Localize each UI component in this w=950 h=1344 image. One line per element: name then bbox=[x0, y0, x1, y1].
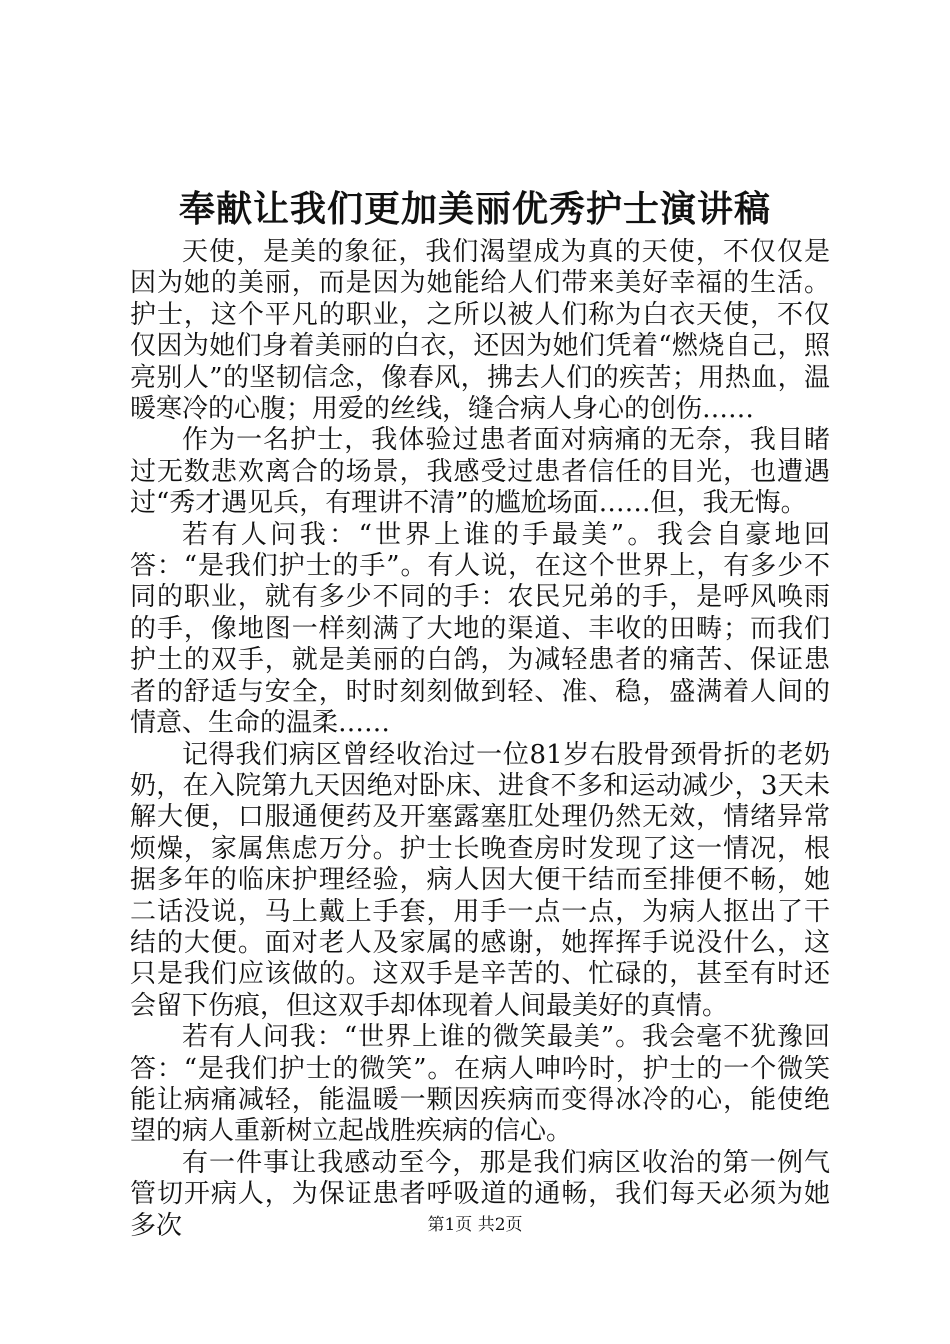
paragraph: 若有人问我：“世界上谁的微笑最美”。我会毫不犹豫回答：“是我们护士的微笑”。在病人呻吟时，护士的一个微笑能让病痛减轻，能温暖一颗因疾病而变得冰冷的心，能使绝望的病人重新树立起战胜疾病的信心。 bbox=[130, 1022, 830, 1147]
page-footer: 第1页 共2页 bbox=[427, 1215, 523, 1235]
paragraph: 天使，是美的象征，我们渴望成为真的天使，不仅仅是因为她的美丽，而是因为她能给人们带来美好幸福的生活。护士，这个平凡的职业，之所以被人们称为白衣天使，不仅仅因为她们身着美丽的白衣，还因为她们凭着“燃烧自己，照亮别人”的坚韧信念，像春风，拂去人们的疾苦；用热血，温暖寒冷的心腹；用爱的丝线，缝合病人身心的创伤…… bbox=[130, 237, 830, 425]
paragraph: 若有人问我：“世界上谁的手最美”。我会自豪地回答：“是我们护士的手”。有人说，在这个世界上，有多少不同的职业，就有多少不同的手：农民兄弟的手，是呼风唤雨的手，像地图一样刻满了大地的渠道、丰收的田畴；而我们护土的双手，就是美丽的白鸽，为减轻患者的痛苦、保证患者的舒适与安全，时时刻刻做到轻、准、稳，盛满着人间的情意、生命的温柔…… bbox=[130, 519, 830, 739]
paragraph: 作为一名护士，我体验过患者面对病痛的无奈，我目睹过无数悲欢离合的场景，我感受过患者信任的目光，也遭遇过“秀才遇见兵，有理讲不清”的尴尬场面……但，我无悔。 bbox=[130, 425, 830, 519]
document-title: 奉献让我们更加美丽优秀护士演讲稿 bbox=[178, 188, 771, 230]
paragraph: 有一件事让我感动至今，那是我们病区收治的第一例气管切开病人，为保证患者呼吸道的通畅，我们每天必须为她多次 bbox=[130, 1147, 830, 1241]
paragraph: 记得我们病区曾经收治过一位81岁右股骨颈骨折的老奶奶，在入院第九天因绝对卧床、进食不多和运动减少，3天未解大便，口服通便药及开塞露塞肛处理仍然无效，情绪异常烦燥，家属焦虑万分。护士长晚查房时发现了这一情况，根据多年的临床护理经验，病人因大便干结而至排便不畅，她二话没说，马上戴上手套，用手一点一点，为病人抠出了干结的大便。面对老人及家属的感谢，她挥挥手说没什么，这只是我们应该做的。这双手是辛苦的、忙碌的，甚至有时还会留下伤痕，但这双手却体现着人间最美好的真情。 bbox=[130, 739, 830, 1021]
document-body bbox=[130, 237, 830, 1242]
